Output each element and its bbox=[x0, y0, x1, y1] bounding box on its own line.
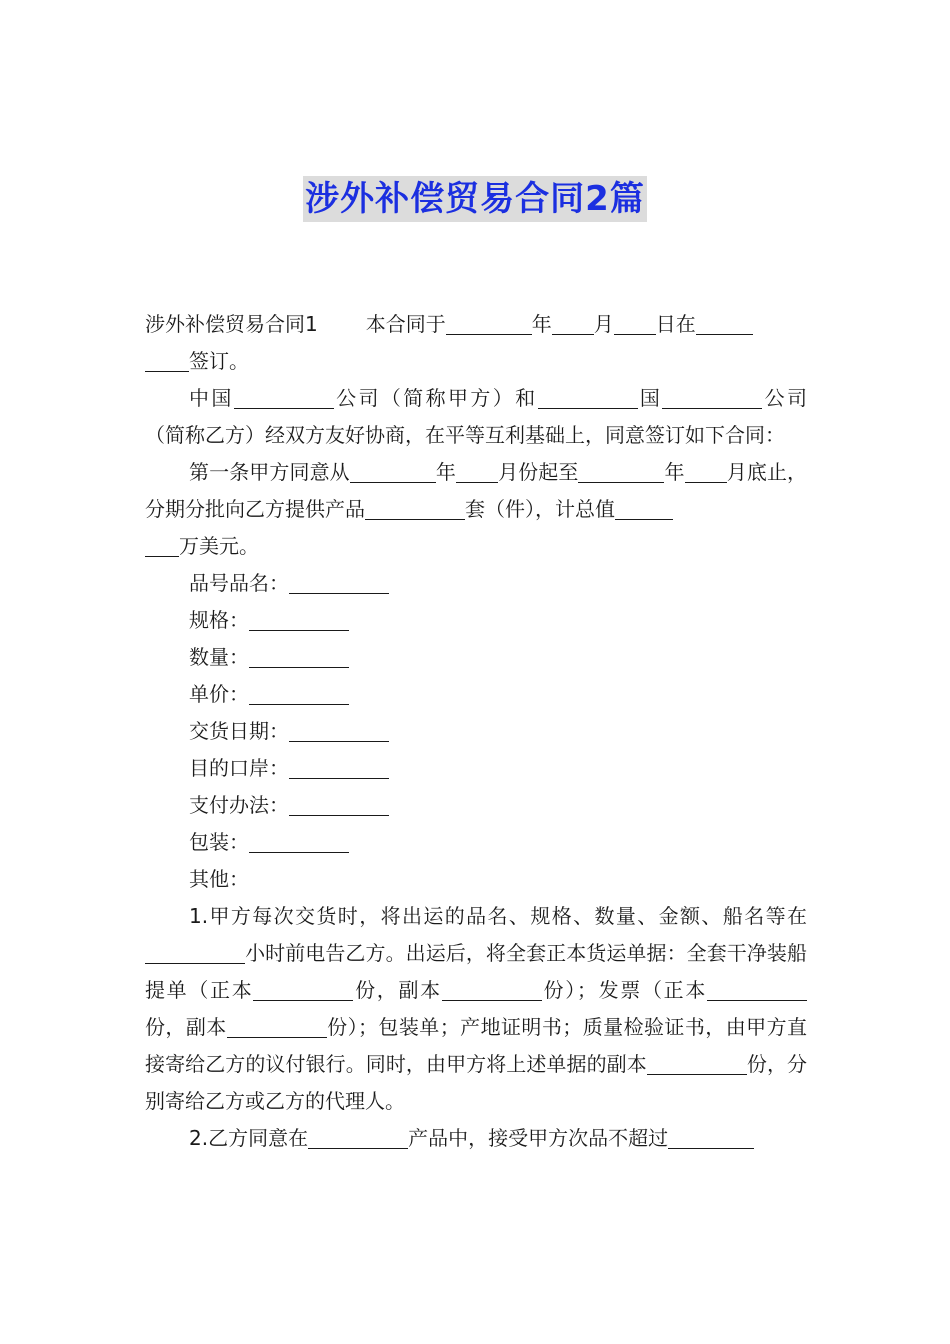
clause-text: 小时前电告乙方。出运后，将全套正本货运单据：全套干净装船提单（正本 bbox=[145, 941, 807, 1002]
title-container bbox=[0, 176, 950, 222]
article-text: 年 bbox=[435, 460, 456, 484]
blank-field[interactable] bbox=[696, 312, 753, 335]
clause-text: 1.甲方每次交货时，将出运的品名、规格、数量、金额、船名等在 bbox=[189, 904, 807, 928]
clause-text: 份，分别寄给乙方或乙方的代理人。 bbox=[145, 1052, 808, 1113]
blank-field[interactable] bbox=[350, 460, 436, 483]
blank-field[interactable] bbox=[249, 645, 349, 668]
field-quantity bbox=[145, 639, 807, 676]
parties-text: 公司（简称甲方）和 bbox=[333, 386, 538, 410]
intro-text: 签订。 bbox=[189, 349, 249, 373]
clause-2-paragraph bbox=[145, 1120, 807, 1157]
blank-field[interactable] bbox=[446, 312, 532, 335]
clause-text: 份，副本 bbox=[145, 1015, 227, 1039]
article-text: 年 bbox=[664, 460, 685, 484]
clause-text: 份）；发票（正本 bbox=[541, 978, 708, 1002]
field-delivery-date bbox=[145, 713, 807, 750]
field-label: 数量： bbox=[189, 645, 249, 669]
field-label: 其他： bbox=[189, 867, 249, 891]
blank-field[interactable] bbox=[253, 978, 353, 1001]
field-product-name bbox=[145, 565, 807, 602]
article-text: 万美元。 bbox=[179, 534, 259, 558]
article-text: 套（件），计总值 bbox=[465, 497, 615, 521]
clause-text: 份）；包装单；产地证明书；质量检验证书，由甲方直接寄给乙方的议付银行。同时，由甲方将上述单据的副本 bbox=[145, 1015, 808, 1076]
blank-field[interactable] bbox=[614, 312, 656, 335]
article-text: 第一条甲方同意从 bbox=[189, 460, 350, 484]
article-text: 月底止，分期分批向乙方提供产品 bbox=[145, 460, 808, 521]
blank-field[interactable] bbox=[685, 460, 727, 483]
clause-text: 份，副本 bbox=[353, 978, 442, 1002]
document-body bbox=[145, 306, 807, 1157]
document-title: 涉外补偿贸易合同2篇 bbox=[303, 176, 647, 222]
field-packing bbox=[145, 824, 807, 861]
blank-field[interactable] bbox=[227, 1015, 327, 1038]
blank-field[interactable] bbox=[234, 386, 334, 409]
article-text: 月份起至 bbox=[497, 460, 579, 484]
blank-field[interactable] bbox=[647, 1052, 747, 1075]
blank-field[interactable] bbox=[442, 978, 542, 1001]
blank-field[interactable] bbox=[145, 534, 179, 557]
clause-1-paragraph bbox=[145, 898, 807, 1120]
field-spec bbox=[145, 602, 807, 639]
intro-text: 年 bbox=[531, 312, 552, 336]
blank-field[interactable] bbox=[289, 756, 389, 779]
blank-field[interactable] bbox=[365, 497, 465, 520]
parties-text: 中国 bbox=[189, 386, 234, 410]
blank-field[interactable] bbox=[249, 608, 349, 631]
blank-field[interactable] bbox=[552, 312, 594, 335]
contract-heading: 涉外补偿贸易合同1 bbox=[145, 312, 318, 336]
blank-field[interactable] bbox=[668, 1126, 754, 1149]
blank-field[interactable] bbox=[145, 941, 245, 964]
intro-paragraph bbox=[145, 306, 807, 380]
intro-text: 本合同于 bbox=[365, 312, 446, 336]
field-label: 品号品名： bbox=[189, 571, 289, 595]
field-label: 交货日期： bbox=[189, 719, 289, 743]
blank-field[interactable] bbox=[249, 682, 349, 705]
clause-text: 产品中，接受甲方次品不超过 bbox=[408, 1126, 669, 1150]
parties-text: 国 bbox=[637, 386, 663, 410]
intro-text: 月 bbox=[593, 312, 614, 336]
field-label: 单价： bbox=[189, 682, 249, 706]
blank-field[interactable] bbox=[249, 830, 349, 853]
article-1-paragraph bbox=[145, 454, 807, 565]
field-label: 支付办法： bbox=[189, 793, 289, 817]
blank-field[interactable] bbox=[289, 719, 389, 742]
blank-field[interactable] bbox=[456, 460, 498, 483]
field-label: 包装： bbox=[189, 830, 249, 854]
clause-text: 2.乙方同意在 bbox=[189, 1126, 309, 1150]
blank-field[interactable] bbox=[289, 571, 389, 594]
blank-field[interactable] bbox=[538, 386, 638, 409]
blank-field[interactable] bbox=[615, 497, 673, 520]
parties-text: 公司（简称乙方）经双方友好协商，在平等互利基础上，同意签订如下合同： bbox=[145, 386, 807, 447]
field-label: 规格： bbox=[189, 608, 249, 632]
blank-field[interactable] bbox=[578, 460, 664, 483]
blank-field[interactable] bbox=[308, 1126, 408, 1149]
field-destination-port bbox=[145, 750, 807, 787]
intro-text: 日在 bbox=[655, 312, 696, 336]
field-other bbox=[145, 861, 807, 898]
blank-field[interactable] bbox=[707, 978, 807, 1001]
blank-field[interactable] bbox=[145, 349, 189, 372]
field-payment-method bbox=[145, 787, 807, 824]
field-label: 目的口岸： bbox=[189, 756, 289, 780]
blank-field[interactable] bbox=[662, 386, 762, 409]
field-unit-price bbox=[145, 676, 807, 713]
blank-field[interactable] bbox=[289, 793, 389, 816]
parties-paragraph bbox=[145, 380, 807, 454]
